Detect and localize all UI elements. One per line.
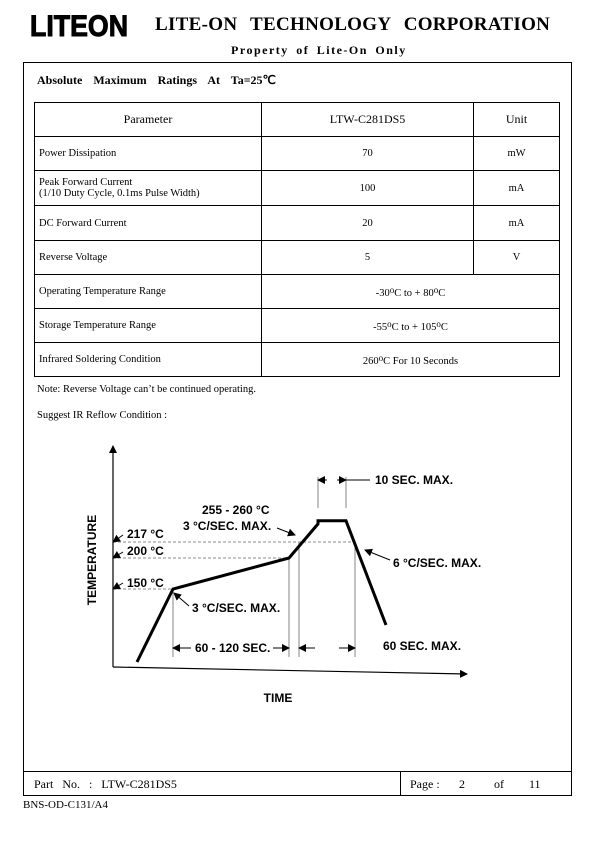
page-total: 11 bbox=[529, 777, 541, 791]
footer bbox=[23, 772, 572, 796]
value-cell: 20 bbox=[262, 206, 474, 241]
value-part: C to + 80 bbox=[394, 287, 434, 299]
value-part: -55 bbox=[373, 321, 388, 333]
param-line-2: (1/10 Duty Cycle, 0.1ms Pulse Width) bbox=[39, 188, 200, 199]
suggest-text: Suggest IR Reflow Condition : bbox=[37, 410, 168, 421]
degree-mark: o bbox=[378, 352, 384, 363]
param-cell: Storage Temperature Range bbox=[35, 309, 262, 343]
label-preheat-rate: 3 °C/SEC. MAX. bbox=[192, 601, 281, 615]
value-part: C bbox=[438, 287, 446, 299]
value-part: 260 bbox=[362, 355, 379, 367]
table-row bbox=[35, 343, 560, 377]
preheat-ramp-pointer bbox=[174, 593, 189, 606]
footer-divider bbox=[400, 772, 401, 796]
logo-text: LITEON bbox=[30, 10, 128, 40]
value-cell: 70 bbox=[262, 137, 474, 171]
header-part: LTW-C281DS5 bbox=[262, 103, 474, 137]
footer-page bbox=[410, 777, 541, 792]
y-pointer-217 bbox=[113, 535, 123, 542]
note-text: Note: Reverse Voltage can’t be continued operating. bbox=[37, 384, 256, 395]
unit-cell: mA bbox=[474, 171, 560, 206]
y-pointer-200 bbox=[113, 552, 123, 558]
company-name: LITE-ON TECHNOLOGY CORPORATION bbox=[155, 14, 551, 35]
liteon-logo bbox=[30, 10, 130, 40]
table-row bbox=[35, 309, 560, 343]
degree-mark: o bbox=[433, 284, 439, 295]
value-cell bbox=[262, 275, 560, 309]
x-axis-label: TIME bbox=[263, 691, 293, 705]
degree-mark: o bbox=[389, 284, 395, 295]
unit-cell: mW bbox=[474, 137, 560, 171]
unit-cell: V bbox=[474, 241, 560, 275]
value-cell bbox=[262, 343, 560, 377]
param-line: Peak Forward Current bbox=[39, 177, 133, 188]
table-row bbox=[35, 241, 560, 275]
reflow-chart-svg bbox=[65, 432, 505, 707]
param-cell: Reverse Voltage bbox=[35, 241, 262, 275]
label-peak-temp: 255 - 260 °C bbox=[202, 503, 270, 517]
table-row bbox=[35, 275, 560, 309]
label-peak-time: 10 SEC. MAX. bbox=[375, 473, 454, 487]
part-number: LTW-C281DS5 bbox=[101, 777, 177, 791]
header-parameter: Parameter bbox=[35, 103, 262, 137]
degree-mark: o bbox=[387, 318, 392, 329]
property-notice: Property of Lite-On Only bbox=[231, 43, 407, 57]
table-row bbox=[35, 206, 560, 241]
page-label: Page : bbox=[410, 777, 440, 791]
value-part: C bbox=[440, 321, 448, 333]
table-row bbox=[35, 137, 560, 171]
value-cell bbox=[262, 309, 560, 343]
header-unit: Unit bbox=[474, 103, 560, 137]
value-cell: 5 bbox=[262, 241, 474, 275]
table-header-row bbox=[35, 103, 560, 137]
ramp-up-pointer bbox=[277, 528, 295, 535]
label-200: 200 °C bbox=[127, 544, 164, 558]
value-part: -30 bbox=[375, 287, 390, 299]
param-cell bbox=[35, 171, 262, 206]
page-of: of bbox=[494, 777, 504, 791]
label-150: 150 °C bbox=[127, 576, 164, 590]
y-axis-label: TEMPERATURE bbox=[85, 514, 99, 606]
param-cell: Infrared Soldering Condition bbox=[35, 343, 262, 377]
x-axis bbox=[113, 667, 467, 674]
page-current: 2 bbox=[459, 777, 465, 791]
table-row bbox=[35, 171, 560, 206]
document-number: BNS-OD-C131/A4 bbox=[23, 799, 108, 811]
param-cell: Power Dissipation bbox=[35, 137, 262, 171]
section-title: Absolute Maximum Ratings At Ta=25℃ bbox=[37, 73, 277, 87]
footer-part bbox=[34, 777, 177, 792]
label-preheat-time: 60 - 120 SEC. bbox=[195, 641, 271, 655]
value-part: C For 10 Seconds bbox=[383, 355, 459, 367]
param-cell: Operating Temperature Range bbox=[35, 275, 262, 309]
label-cool-rate: 6 °C/SEC. MAX. bbox=[393, 556, 482, 570]
degree-mark: o bbox=[436, 318, 441, 329]
label-tal-time: 60 SEC. MAX. bbox=[383, 639, 462, 653]
param-cell: DC Forward Current bbox=[35, 206, 262, 241]
ratings-table bbox=[34, 102, 560, 377]
reflow-chart bbox=[65, 432, 505, 707]
liteon-logo-graphic bbox=[30, 10, 130, 40]
value-part: C to + 105 bbox=[391, 321, 437, 333]
y-pointer-150 bbox=[113, 583, 123, 589]
value-cell: 100 bbox=[262, 171, 474, 206]
part-label: Part No. : bbox=[34, 777, 93, 791]
label-ramp-up: 3 °C/SEC. MAX. bbox=[183, 519, 272, 533]
cool-pointer bbox=[365, 550, 390, 560]
label-217: 217 °C bbox=[127, 527, 164, 541]
unit-cell: mA bbox=[474, 206, 560, 241]
